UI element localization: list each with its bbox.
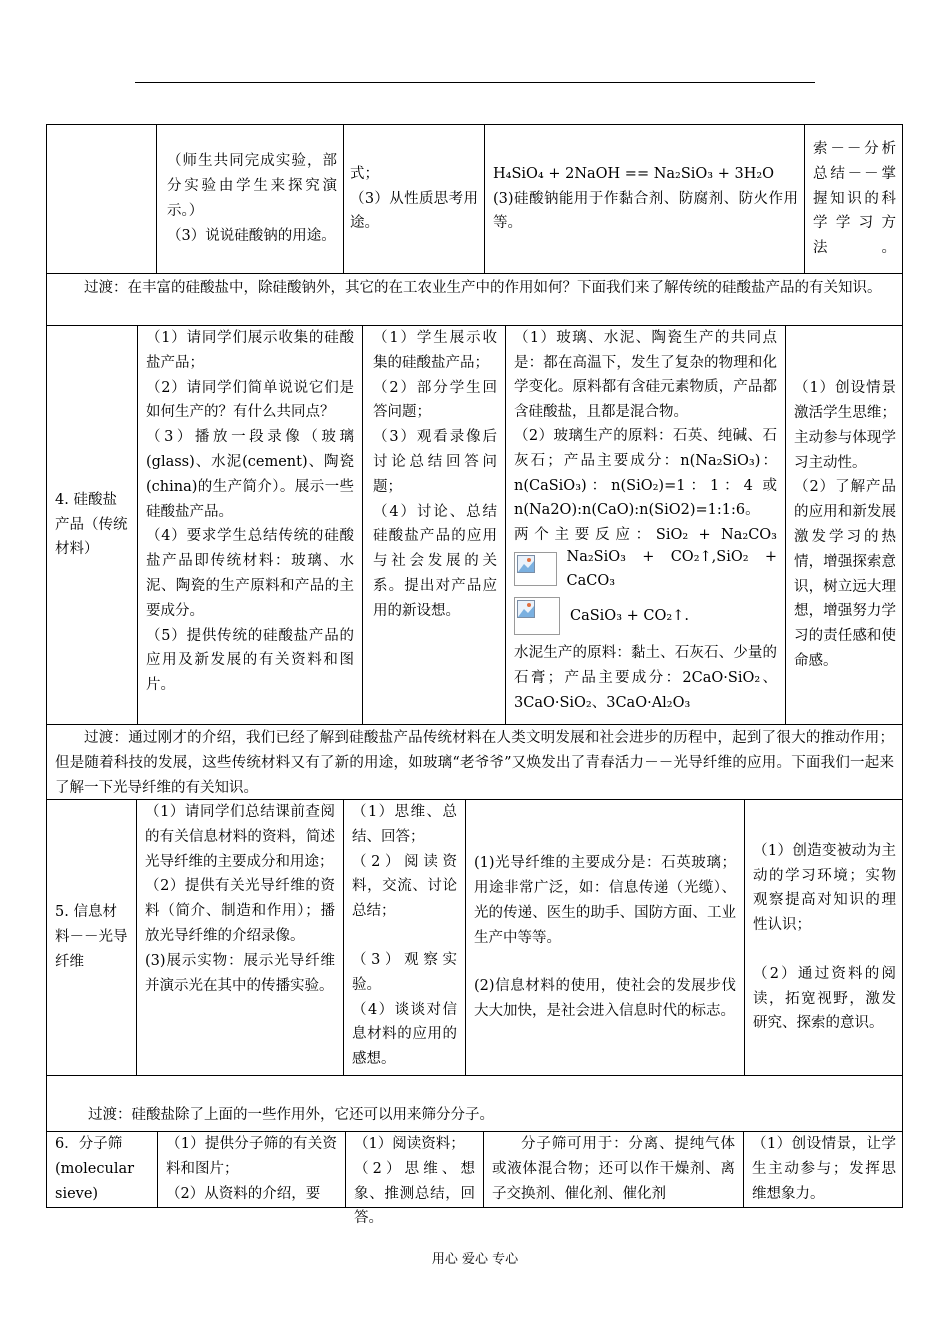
text: 式；	[350, 165, 379, 182]
text: （3）观看录像后讨论总结回答问题；	[373, 429, 497, 495]
text: （1）创设情景，让学生主动参与；发挥思维想象力。	[752, 1136, 896, 1202]
topic-title: 4. 硅酸盐产品（传统材料）	[55, 491, 128, 558]
page-footer: 用心 爱心 专心	[431, 1252, 519, 1267]
row3-col5-intent	[744, 800, 904, 1075]
text: 索－－分析总结－－掌握知识的科学学习方法。	[813, 141, 898, 257]
text: （1）创造变被动为主动的学习环境；实物观察提高对知识的理性认识；	[753, 842, 896, 934]
row2-col2-teacher	[137, 326, 362, 724]
text: （2）玻璃生产的原料：石英、纯碱、石灰石；产品主要成分：n(Na₂SiO₃)：n(CaSiO₃)：n(SiO₂)=1：1：4 或n(Na2O):n(CaO):n(SiO2)=1:1:6。	[514, 428, 777, 519]
text: （5）提供传统的硅酸盐产品的应用及新发展的有关资料和图片。	[146, 627, 354, 694]
text: （1）请同学们展示收集的硅酸盐产品；	[146, 330, 354, 371]
lesson-row-traditional-materials	[46, 325, 903, 725]
text: （1）思维、总结、回答；	[352, 804, 457, 845]
row3-col3-student	[343, 800, 465, 1075]
text: （2）从资料的介绍，要	[166, 1185, 321, 1202]
text: (2)信息材料的使用，使社会的发展步伐大大加快，是社会进入信息时代的标志。	[474, 978, 736, 1020]
row1-col4-content	[484, 125, 804, 273]
transition-row	[46, 724, 903, 800]
text: （1）玻璃、水泥、陶瓷生产的共同点是：都在高温下，发生了复杂的物理和化学变化。原料都有含硅元素物质，产品都含硅酸盐，且都是混合物。	[514, 330, 777, 420]
equation: H₄SiO₄ + 2NaOH == Na₂SiO₃ + 3H₂O	[493, 165, 775, 182]
row4-col5-intent	[743, 1132, 904, 1207]
lesson-row-continued	[46, 124, 903, 274]
equation-line-2	[514, 591, 777, 641]
row1-col2-teacher	[156, 125, 343, 273]
text: （1）提供分子筛的有关资料和图片；	[166, 1136, 337, 1177]
row4-col1-topic	[47, 1132, 157, 1207]
row2-col5-intent	[785, 326, 904, 724]
row3-col4-content	[465, 800, 744, 1075]
text: （3）说说硅酸钠的用途。	[167, 227, 336, 244]
transition-row	[46, 1075, 903, 1132]
text: （师生共同完成实验，部分实验由学生来探究演示。）	[167, 153, 337, 219]
text: （2）思维、想象、推测总结，回答。	[354, 1160, 475, 1227]
text: 分子筛可用于：分离、提纯气体或液体混合物；还可以作干燥剂、离子交换剂、催化剂、催化剂	[492, 1136, 735, 1202]
row2-col4-content	[505, 326, 785, 724]
row4-col4-content	[483, 1132, 743, 1207]
transition-text: 过渡：通过刚才的介绍，我们已经了解到硅酸盐产品传统材料在人类文明发展和社会进步的历程中，起到了很大的推动作用；但是随着科技的发展，这些传统材料又有了新的用途，如玻璃“老爷爷”又焕发出了青春活力－－光导纤维的应用。下面我们一起来了解一下光导纤维的有关知识。	[55, 730, 894, 796]
text: 水泥生产的原料：黏土、石灰石、少量的石膏；产品主要成分：2CaO·SiO₂、3CaO·SiO₂、3CaO·Al₂O₃	[514, 645, 777, 711]
text: （4）谈谈对信息材料的应用的感想。	[352, 1001, 457, 1068]
topic-title: 5. 信息材料－－光导纤维	[55, 904, 128, 970]
text: （1）阅读资料；	[354, 1136, 465, 1152]
text: （1）请同学们总结课前查阅的有关信息材料的资料，简述光导纤维的主要成分和用途；	[145, 804, 335, 870]
text: （1）学生展示收集的硅酸盐产品；	[373, 330, 497, 371]
row2-col1-topic	[47, 326, 137, 724]
row2-col3-student	[362, 326, 505, 724]
broken-image-icon	[514, 552, 557, 586]
equation: Na₂SiO₃ + CO₂↑,SiO₂ + CaCO₃	[566, 548, 777, 590]
row1-col1	[47, 125, 156, 273]
text: （2）了解产品的应用和新发展激发学习的热情，增强探索意识，树立远大理想，增强努力学习的责任感和使命感。	[794, 479, 896, 669]
text: （2）阅读资料，交流、讨论总结；	[352, 853, 457, 920]
topic-title: 6．分子筛(molecular sieve)	[55, 1136, 135, 1202]
text: (1)光导纤维的主要成分是：石英玻璃；用途非常广泛，如：信息传递（光缆）、光的传递、医生的助手、国防方面、工业生产中等等。	[474, 855, 736, 946]
text: （2）通过资料的阅读，拓宽视野，激发研究、探索的意识。	[753, 965, 896, 1032]
equation-line-1	[514, 547, 777, 591]
text: 两个主要反应：SiO₂ + Na₂CO₃	[514, 526, 777, 543]
text: （3）观察实验。	[352, 951, 457, 993]
row1-col5-intent	[804, 125, 904, 273]
text: (3)展示实物：展示光导纤维并演示光在其中的传播实验。	[145, 952, 335, 994]
text: （2）部分学生回答问题；	[373, 379, 497, 421]
lesson-row-optical-fiber	[46, 799, 903, 1076]
lesson-row-molecular-sieve	[46, 1131, 903, 1227]
transition-text: 过渡：硅酸盐除了上面的一些作用外，它还可以用来筛分分子。	[88, 1107, 494, 1124]
text: （1）创设情景激活学生思维；主动参与体现学习主动性。	[794, 380, 896, 471]
row3-col1-topic	[47, 800, 136, 1075]
text: （2）提供有关光导纤维的资料（简介、制造和作用）；播放光导纤维的介绍录像。	[145, 878, 335, 944]
text: （4）讨论、总结硅酸盐产品的应用与社会发展的关系。提出对产品应用的新设想。	[373, 503, 497, 619]
text: （3）从性质思考用途。	[350, 190, 478, 232]
header-rule	[135, 82, 815, 83]
text: （3）播放一段录像（玻璃(glass)、水泥(cement)、陶瓷(china)的生产简介）。展示一些硅酸盐产品。	[146, 429, 354, 520]
row4-col3-student	[345, 1132, 483, 1227]
row3-col2-teacher	[136, 800, 343, 1075]
text: （4）要求学生总结传统的硅酸盐产品即传统材料：玻璃、水泥、陶瓷的生产原料和产品的主要成分。	[146, 528, 354, 619]
broken-image-icon	[514, 597, 560, 635]
transition-row	[46, 273, 903, 326]
text: (3)硅酸钠能用于作黏合剂、防腐剂、防火作用等。	[493, 190, 798, 232]
transition-text: 过渡：在丰富的硅酸盐中，除硅酸钠外，其它的在工农业生产中的作用如何？下面我们来了解传统的硅酸盐产品的有关知识。	[84, 280, 882, 296]
text: （2）请同学们简单说说它们是如何生产的？有什么共同点？	[146, 379, 354, 421]
equation: CaSiO₃ + CO₂↑.	[570, 608, 689, 625]
row1-col3-student	[343, 125, 484, 273]
row4-col2-teacher	[157, 1132, 345, 1207]
